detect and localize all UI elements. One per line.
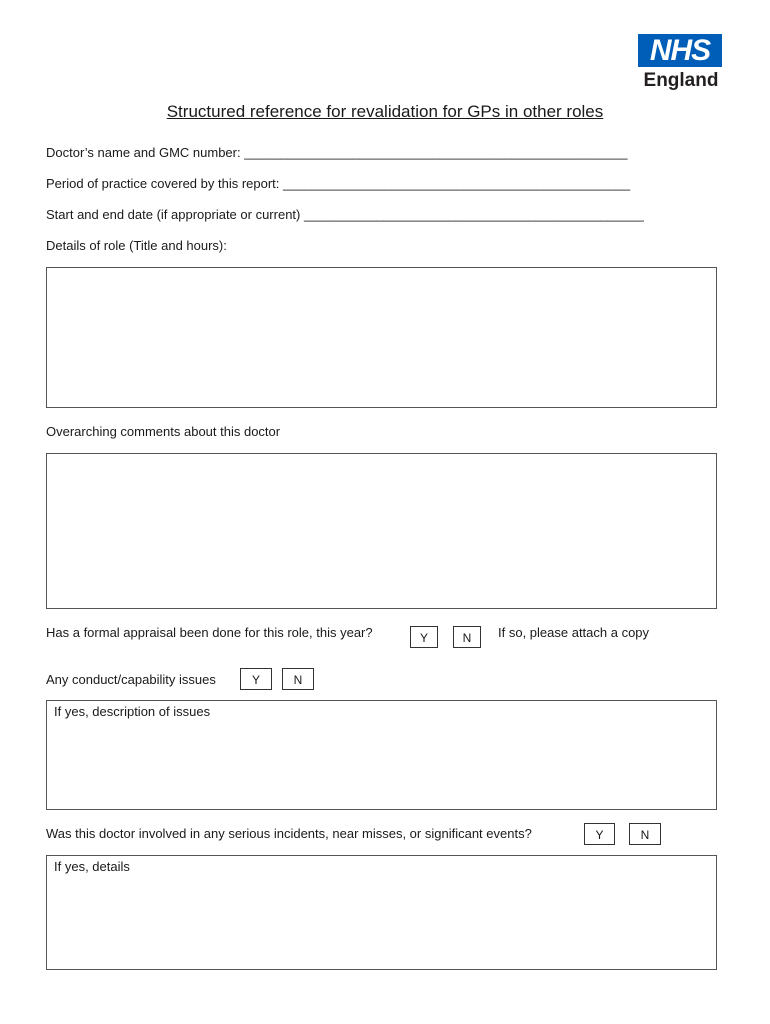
incidents-question: Was this doctor involved in any serious incidents, near misses, or significant events? — [46, 826, 532, 841]
doctor-name-label: Doctor’s name and GMC number: — [46, 145, 241, 160]
incidents-details-label: If yes, details — [54, 859, 130, 874]
conduct-yes-checkbox[interactable]: Y — [240, 668, 272, 690]
incidents-yes-checkbox[interactable]: Y — [584, 823, 615, 845]
doctor-name-blank[interactable]: _____________________________________________________ — [244, 145, 628, 160]
doctor-name-field[interactable] — [46, 145, 627, 160]
appraisal-question: Has a formal appraisal been done for this role, this year? — [46, 625, 373, 640]
appraisal-yes-checkbox[interactable]: Y — [410, 626, 438, 648]
nhs-logo: NHS — [638, 34, 722, 67]
conduct-issues-label: If yes, description of issues — [54, 704, 211, 719]
role-details-box[interactable] — [46, 267, 717, 408]
comments-label: Overarching comments about this doctor — [46, 424, 281, 439]
appraisal-note: If so, please attach a copy — [498, 625, 650, 640]
dates-blank[interactable]: _______________________________________________ — [304, 207, 644, 222]
page-title: Structured reference for revalidation for GPs in other roles — [166, 102, 604, 121]
nhs-logo-subtitle: England — [643, 70, 719, 91]
incidents-details-box[interactable] — [46, 855, 717, 970]
conduct-no-checkbox[interactable]: N — [282, 668, 314, 690]
comments-box[interactable] — [46, 453, 717, 609]
incidents-no-checkbox[interactable]: N — [629, 823, 661, 845]
conduct-question: Any conduct/capability issues — [46, 672, 216, 687]
period-label: Period of practice covered by this report: — [46, 176, 280, 191]
dates-field[interactable] — [46, 207, 644, 222]
period-field[interactable] — [46, 176, 630, 191]
period-blank[interactable]: ________________________________________________ — [283, 176, 631, 191]
appraisal-no-checkbox[interactable]: N — [453, 626, 481, 648]
role-details-label: Details of role (Title and hours): — [46, 238, 227, 253]
dates-label: Start and end date (if appropriate or current) — [46, 207, 301, 222]
conduct-issues-box[interactable] — [46, 700, 717, 810]
